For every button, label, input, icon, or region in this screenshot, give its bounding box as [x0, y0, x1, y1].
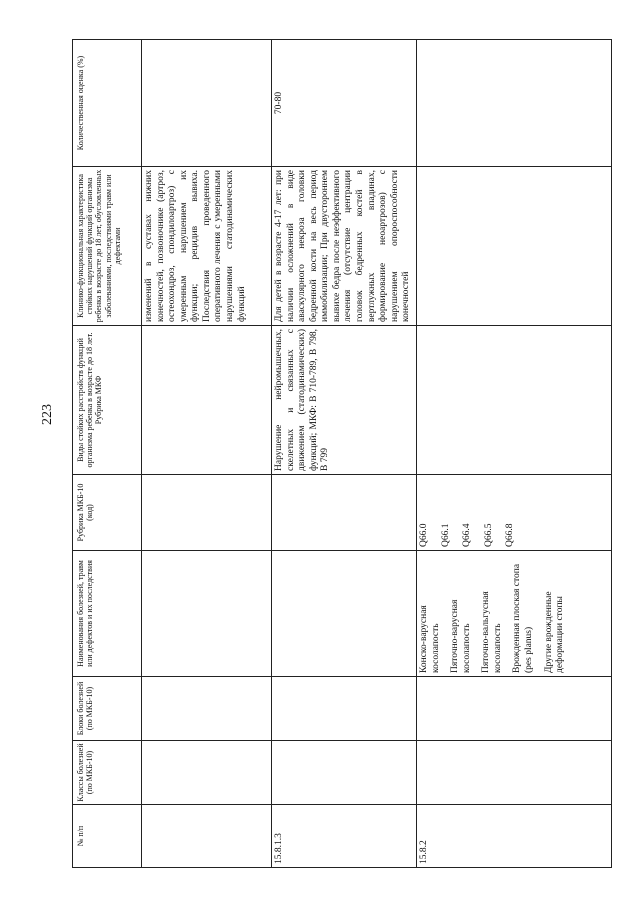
cell-functions: Нарушение нейромышечных, скелетных и связанных с движением (статодинамических) функций; МКФ: B 710-789, B 798, B 799: [272, 326, 417, 475]
cell-block: [417, 677, 612, 741]
cell-disease: [142, 551, 272, 677]
header-clinical-characteristics: Клинико-функциональная характеристика стойких нарушений функций организма ребенка в возрасте до 18 лет, обусловленных заболеваниями, последствиями травм или дефектами: [73, 167, 142, 326]
icd-code-item: Q66.4: [462, 523, 473, 547]
header-icd-code: Рубрика МКБ-10 (код): [73, 475, 142, 551]
page-number: 223: [40, 404, 55, 425]
cell-functions: [142, 326, 272, 475]
disease-item: Другие врожденные деформации стопы: [543, 591, 566, 673]
cell-functions: [417, 326, 612, 475]
cell-clinical: Для детей в возрасте 4-17 лет: при наличии осложнений в виде аваскулярного некроза головки бедренной кости на весь период иммобилизации; При двустороннем вывихе бедра после неэффективного лечения (отсутствие центрации головок бедренных костей в вертлужных впадинах, формирование неоартрозов) с нарушением опороспособности конечностей: [272, 167, 417, 326]
cell-block: [272, 677, 417, 741]
cell-class: [142, 741, 272, 805]
cell-code: [272, 475, 417, 551]
cell-number: [142, 805, 272, 868]
cell-code: [142, 475, 272, 551]
table-header-row: [73, 40, 142, 868]
header-function-types: Виды стойких расстройств функций организма ребенка в возрасте до 18 лет. Рубрика МКФ: [73, 326, 142, 475]
cell-rating: [142, 40, 272, 167]
disease-item: Пяточно-варусная косолапость: [450, 599, 472, 673]
table-row: [142, 40, 272, 868]
header-number: № п/п: [73, 805, 142, 868]
cell-rating: 70-80: [272, 40, 417, 167]
icd-code-item: Q66.8: [505, 523, 516, 547]
cell-class: [272, 741, 417, 805]
disability-criteria-table: [72, 39, 612, 868]
cell-clinical: [417, 167, 612, 326]
disease-item: Пяточно-вальгусная косолапость: [481, 591, 503, 673]
header-disease-classes: Классы болезней (по МКБ-10): [73, 741, 142, 805]
cell-disease: [272, 551, 417, 677]
cell-rating: [417, 40, 612, 167]
header-disease-blocks: Блоки болезней (по МКБ-10): [73, 677, 142, 741]
disease-item: Врожденная плоская стопа (pes planus): [512, 563, 535, 673]
table-row: [272, 40, 417, 868]
icd-code-item: Q66.5: [483, 523, 494, 547]
icd-code-item: Q66.1: [440, 523, 451, 547]
rotated-table-stage: [72, 40, 608, 868]
disease-item: Конско-варусная косолапость: [419, 605, 441, 673]
cell-disease-list: [417, 551, 612, 677]
cell-number: 15.8.2: [417, 805, 612, 868]
cell-number: 15.8.1.3: [272, 805, 417, 868]
cell-clinical: изменений в суставах нижних конечностей, позвоночнике (артроз, остеохондроз, спондилоартроз) с умеренным нарушением их функции; рецидив вывиха. Последствия проведенного оперативного лечения с умеренными нарушениями статодинамических функций: [142, 167, 272, 326]
cell-class: [417, 741, 612, 805]
table-row: [417, 40, 612, 868]
header-quantitative-rating: Количественная оценка (%): [73, 40, 142, 167]
cell-block: [142, 677, 272, 741]
header-disease-names: Наименования болезней, травм или дефектов и их последствия: [73, 551, 142, 677]
cell-code-list: [417, 475, 612, 551]
icd-code-item: Q66.0: [419, 523, 429, 547]
